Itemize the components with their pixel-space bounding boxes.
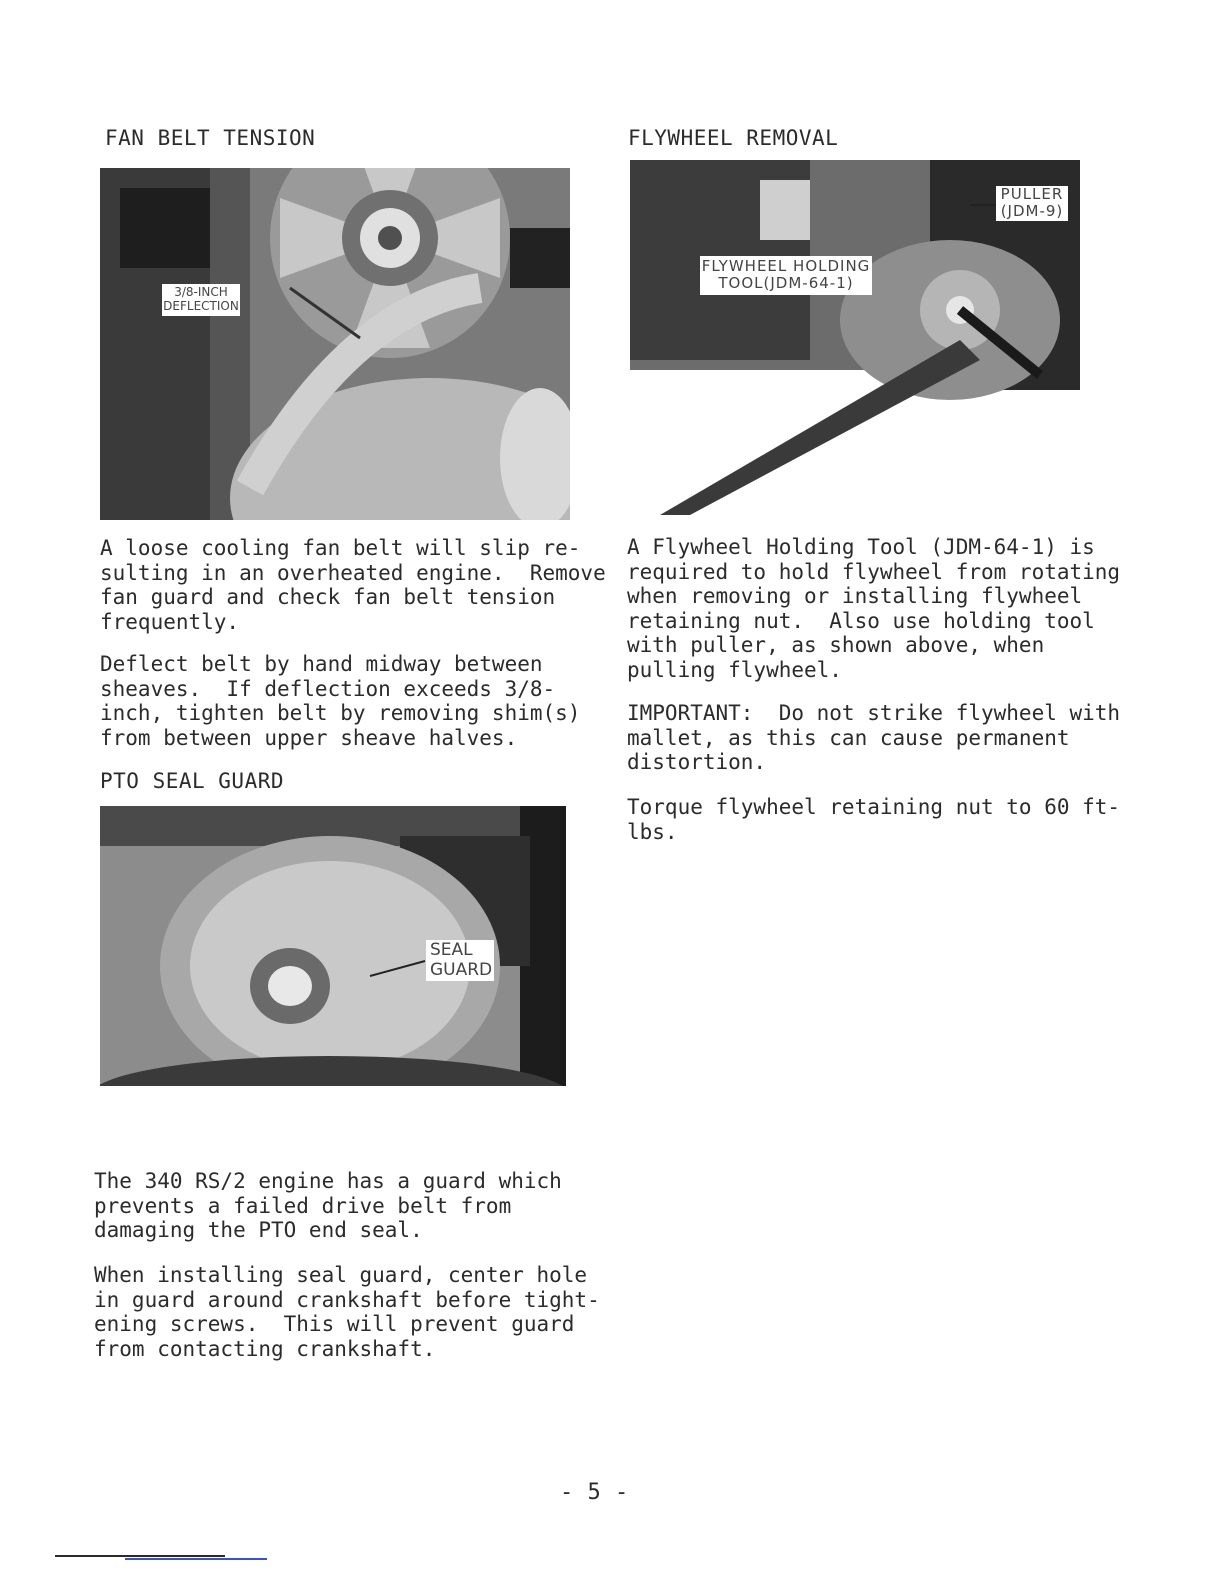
deflection-callout bbox=[162, 284, 240, 316]
deflection-callout-line1: 3/8-INCH bbox=[174, 285, 228, 299]
holding-tool-callout-line1: FLYWHEEL HOLDING bbox=[701, 257, 871, 275]
pto-seal-heading: PTO SEAL GUARD bbox=[100, 769, 285, 793]
puller-callout-line1: PULLER bbox=[1000, 185, 1064, 203]
seal-guard-callout bbox=[426, 940, 494, 981]
pto-seal-paragraph-1: The 340 RS/2 engine has a guard which prevents a failed drive belt from damaging the PTO end seal. bbox=[94, 1169, 562, 1242]
footer-rule-dark bbox=[55, 1555, 225, 1557]
deflection-callout-line2: DEFLECTION bbox=[163, 298, 239, 313]
fan-belt-paragraph-2: Deflect belt by hand midway between sheaves. If deflection exceeds 3/8- inch, tighten belt by removing shim(s) from between upper sheave halves. bbox=[100, 652, 581, 750]
flywheel-paragraph-1: A Flywheel Holding Tool (JDM-64-1) is required to hold flywheel from rotating when removing or installing flywheel retaining nut. Also use holding tool with puller, as shown above, when pulling flywheel. bbox=[627, 535, 1121, 682]
seal-guard-callout-line2: GUARD bbox=[430, 959, 493, 980]
flywheel-paragraph-3: Torque flywheel retaining nut to 60 ft- lbs. bbox=[627, 795, 1121, 844]
page-number: - 5 - bbox=[560, 1480, 629, 1505]
seal-guard-callout-line1: SEAL bbox=[430, 940, 473, 960]
puller-callout bbox=[996, 186, 1068, 221]
holding-tool-callout bbox=[700, 256, 872, 295]
fan-belt-paragraph-1: A loose cooling fan belt will slip re- sulting in an overheated engine. Remove fan guard and check fan belt tension frequently. bbox=[100, 536, 606, 634]
flywheel-paragraph-2: IMPORTANT: Do not strike flywheel with mallet, as this can cause permanent distortion. bbox=[627, 701, 1121, 774]
fan-belt-photo bbox=[100, 168, 570, 520]
flywheel-heading: FLYWHEEL REMOVAL bbox=[628, 126, 839, 150]
pto-seal-photo bbox=[100, 806, 566, 1086]
footer-rule-blue bbox=[125, 1558, 267, 1560]
pto-seal-paragraph-2: When installing seal guard, center hole in guard around crankshaft before tight- ening screws. This will prevent guard from contacting crankshaft. bbox=[94, 1263, 600, 1361]
puller-callout-line2: (JDM-9) bbox=[1000, 202, 1064, 221]
fan-belt-heading: FAN BELT TENSION bbox=[105, 126, 316, 150]
holding-tool-callout-line2: TOOL(JDM-64-1) bbox=[718, 274, 854, 293]
